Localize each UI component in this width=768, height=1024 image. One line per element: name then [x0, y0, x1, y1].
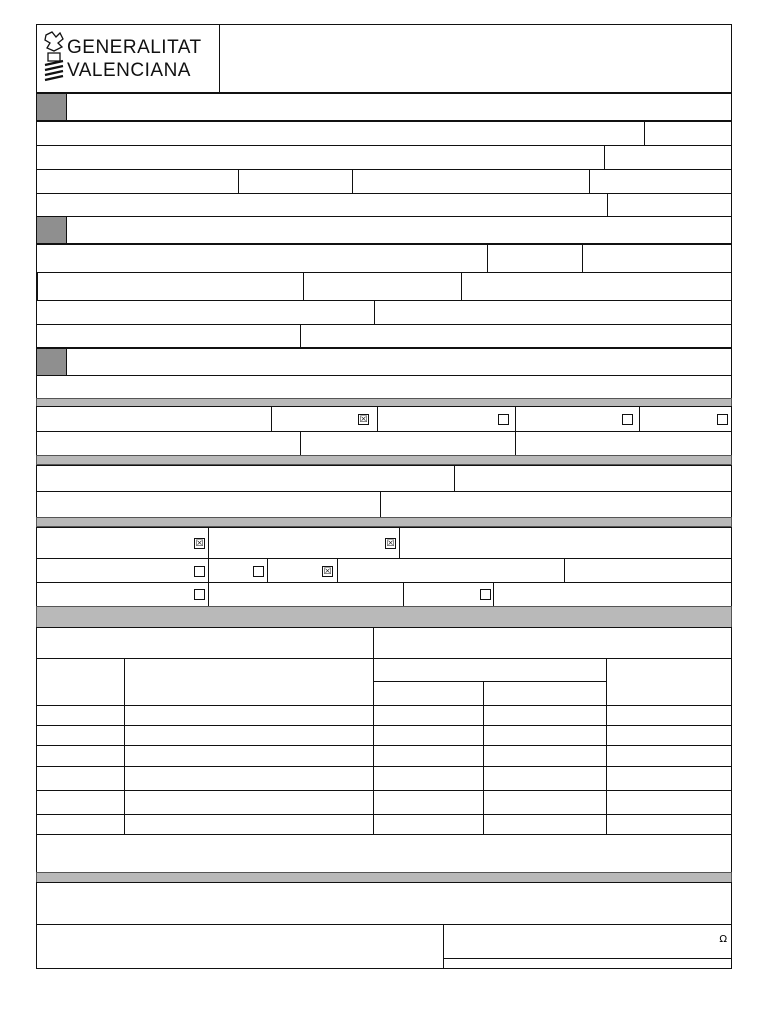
field[interactable]	[454, 465, 732, 492]
table-row[interactable]	[36, 745, 732, 767]
field[interactable]	[36, 121, 645, 146]
field[interactable]	[36, 375, 732, 399]
notes-box[interactable]	[36, 834, 732, 873]
field[interactable]	[303, 272, 462, 301]
table-header-left	[36, 627, 374, 659]
option-cell	[36, 558, 209, 583]
table-col-header	[124, 658, 374, 706]
table-row[interactable]	[36, 705, 732, 726]
checkbox-4a[interactable]	[194, 589, 205, 600]
section-b-number	[37, 217, 67, 243]
option-cell	[267, 558, 338, 583]
field[interactable]	[607, 193, 732, 217]
field[interactable]	[564, 558, 732, 583]
field[interactable]	[374, 300, 732, 325]
ohm-icon: Ω	[719, 934, 727, 945]
logo-line-2: VALENCIANA	[67, 60, 191, 81]
section-c-header	[36, 348, 732, 376]
field[interactable]	[36, 406, 272, 432]
field[interactable]	[300, 431, 516, 456]
field[interactable]	[36, 431, 301, 456]
field[interactable]	[461, 272, 732, 301]
table-row[interactable]	[36, 766, 732, 791]
field[interactable]	[337, 558, 565, 583]
table-col-header	[606, 658, 732, 706]
checkbox-1b[interactable]	[498, 414, 509, 425]
field[interactable]	[352, 169, 590, 194]
option-cell	[377, 406, 516, 432]
field[interactable]	[36, 465, 455, 492]
table-col-line	[483, 705, 484, 835]
table-body	[36, 705, 732, 835]
field[interactable]	[644, 121, 732, 146]
field[interactable]	[604, 145, 732, 170]
option-cell	[403, 582, 494, 607]
option-cell	[271, 406, 378, 432]
separator-bar	[36, 517, 732, 527]
field[interactable]	[36, 145, 605, 170]
table-header-right	[373, 627, 732, 659]
table-row[interactable]	[36, 814, 732, 835]
section-a-number	[37, 94, 67, 120]
field[interactable]	[37, 272, 304, 301]
table-col-line	[606, 705, 607, 835]
checkbox-2a[interactable]: ☒	[195, 538, 204, 548]
signature-area[interactable]	[36, 882, 732, 925]
option-cell	[639, 406, 732, 432]
section-c-number	[37, 349, 67, 375]
option-cell	[36, 527, 209, 559]
field[interactable]	[208, 582, 404, 607]
field[interactable]	[36, 300, 375, 325]
logo-line-1: GENERALITAT	[67, 37, 202, 58]
field[interactable]	[515, 431, 732, 456]
field[interactable]	[399, 527, 732, 559]
checkbox-3b[interactable]	[253, 566, 264, 577]
table-row[interactable]	[36, 790, 732, 815]
table-col-header	[373, 658, 607, 682]
table-col-header	[373, 681, 484, 706]
table-col-line	[124, 705, 125, 835]
field[interactable]	[36, 244, 488, 273]
checkbox-2b[interactable]: ☒	[386, 538, 395, 548]
footer-right-box[interactable]	[443, 924, 732, 959]
checkbox-3c[interactable]: ☒	[323, 566, 332, 576]
header-title-cell	[219, 24, 732, 93]
section-a-header	[36, 93, 732, 121]
table-col-line	[373, 705, 374, 835]
field[interactable]	[238, 169, 353, 194]
option-cell	[208, 527, 400, 559]
field[interactable]	[589, 169, 732, 194]
section-b-header	[36, 216, 732, 244]
table-col-header	[36, 658, 125, 706]
field[interactable]	[36, 193, 608, 217]
checkbox-4b[interactable]	[480, 589, 491, 600]
checkbox-1a[interactable]: ☒	[359, 414, 368, 424]
checkbox-3a[interactable]	[194, 566, 205, 577]
option-cell	[515, 406, 640, 432]
separator-bar	[36, 606, 732, 628]
option-cell	[36, 582, 209, 607]
field[interactable]	[582, 244, 732, 273]
table-col-header	[483, 681, 607, 706]
checkbox-1c[interactable]	[622, 414, 633, 425]
field[interactable]	[493, 582, 732, 607]
field[interactable]	[36, 491, 381, 518]
option-cell	[208, 558, 268, 583]
field[interactable]	[487, 244, 583, 273]
logo-cell	[36, 24, 220, 93]
table-row[interactable]	[36, 725, 732, 746]
coat-of-arms-icon	[42, 31, 66, 83]
field[interactable]	[380, 491, 732, 518]
field[interactable]	[300, 324, 732, 348]
field[interactable]	[36, 324, 301, 348]
field[interactable]	[36, 169, 239, 194]
separator-bar	[36, 455, 732, 465]
footer-left	[36, 924, 444, 969]
checkbox-1d[interactable]	[717, 414, 728, 425]
